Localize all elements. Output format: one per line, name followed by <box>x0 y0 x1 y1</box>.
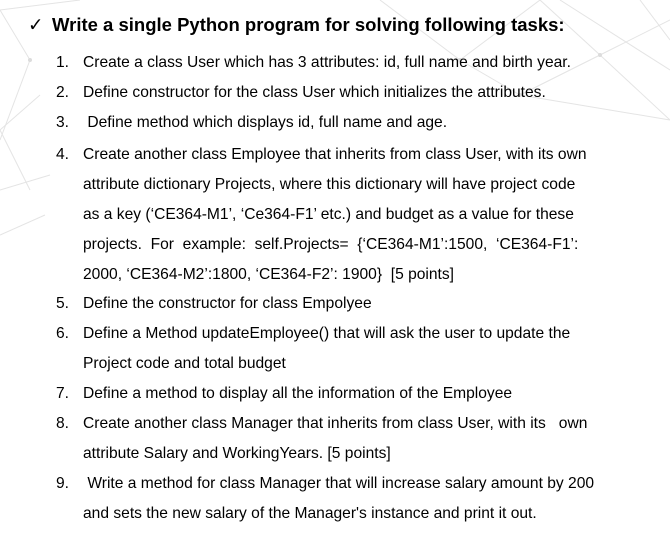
task-text-line: and sets the new salary of the Manager's instance and print it out. <box>83 505 537 522</box>
task-text-line: Define a method to display all the information of the Employee <box>83 385 513 402</box>
task-text-line: Create a class User which has 3 attributes: id, full name and birth year. <box>83 54 571 71</box>
task-text-line: Create another class Manager that inherits from class User, with its own <box>83 415 588 432</box>
heading-text: Write a single Python program for solving following tasks: <box>52 14 565 35</box>
task-number: 1. <box>56 54 70 71</box>
task-text-line: attribute dictionary Projects, where this dictionary will have project code <box>83 176 576 193</box>
page-heading <box>28 14 565 36</box>
checkmark-icon: ✓ <box>28 14 44 35</box>
task-text-line: Define the constructor for class Empolyee <box>83 295 372 312</box>
task-number: 3. <box>56 114 70 131</box>
task-text-line: Project code and total budget <box>83 355 286 372</box>
task-text-line: Write a method for class Manager that will increase salary amount by 200 <box>83 475 595 492</box>
task-text-line: projects. For example: self.Projects= {‘CE364-M1’:1500, ‘CE364-F1’: <box>83 236 579 253</box>
task-number: 6. <box>56 325 70 342</box>
task-text-line: as a key (‘CE364-M1’, ‘Ce364-F1’ etc.) and budget as a value for these <box>83 206 574 223</box>
task-number: 8. <box>56 415 70 432</box>
task-text-line: Define method which displays id, full name and age. <box>83 114 448 131</box>
task-number: 9. <box>56 475 70 492</box>
task-number: 2. <box>56 84 70 101</box>
task-number: 5. <box>56 295 70 312</box>
task-number: 7. <box>56 385 70 402</box>
task-text-line: Create another class Employee that inherits from class User, with its own <box>83 146 587 163</box>
task-text-line: Define a Method updateEmployee() that will ask the user to update the <box>83 325 571 342</box>
task-text-line: Define constructor for the class User which initializes the attributes. <box>83 84 546 101</box>
task-text-line: 2000, ‘CE364-M2’:1800, ‘CE364-F2’: 1900} [5 points] <box>83 266 455 283</box>
task-number: 4. <box>56 146 70 163</box>
task-text-line: attribute Salary and WorkingYears. [5 points] <box>83 445 391 462</box>
